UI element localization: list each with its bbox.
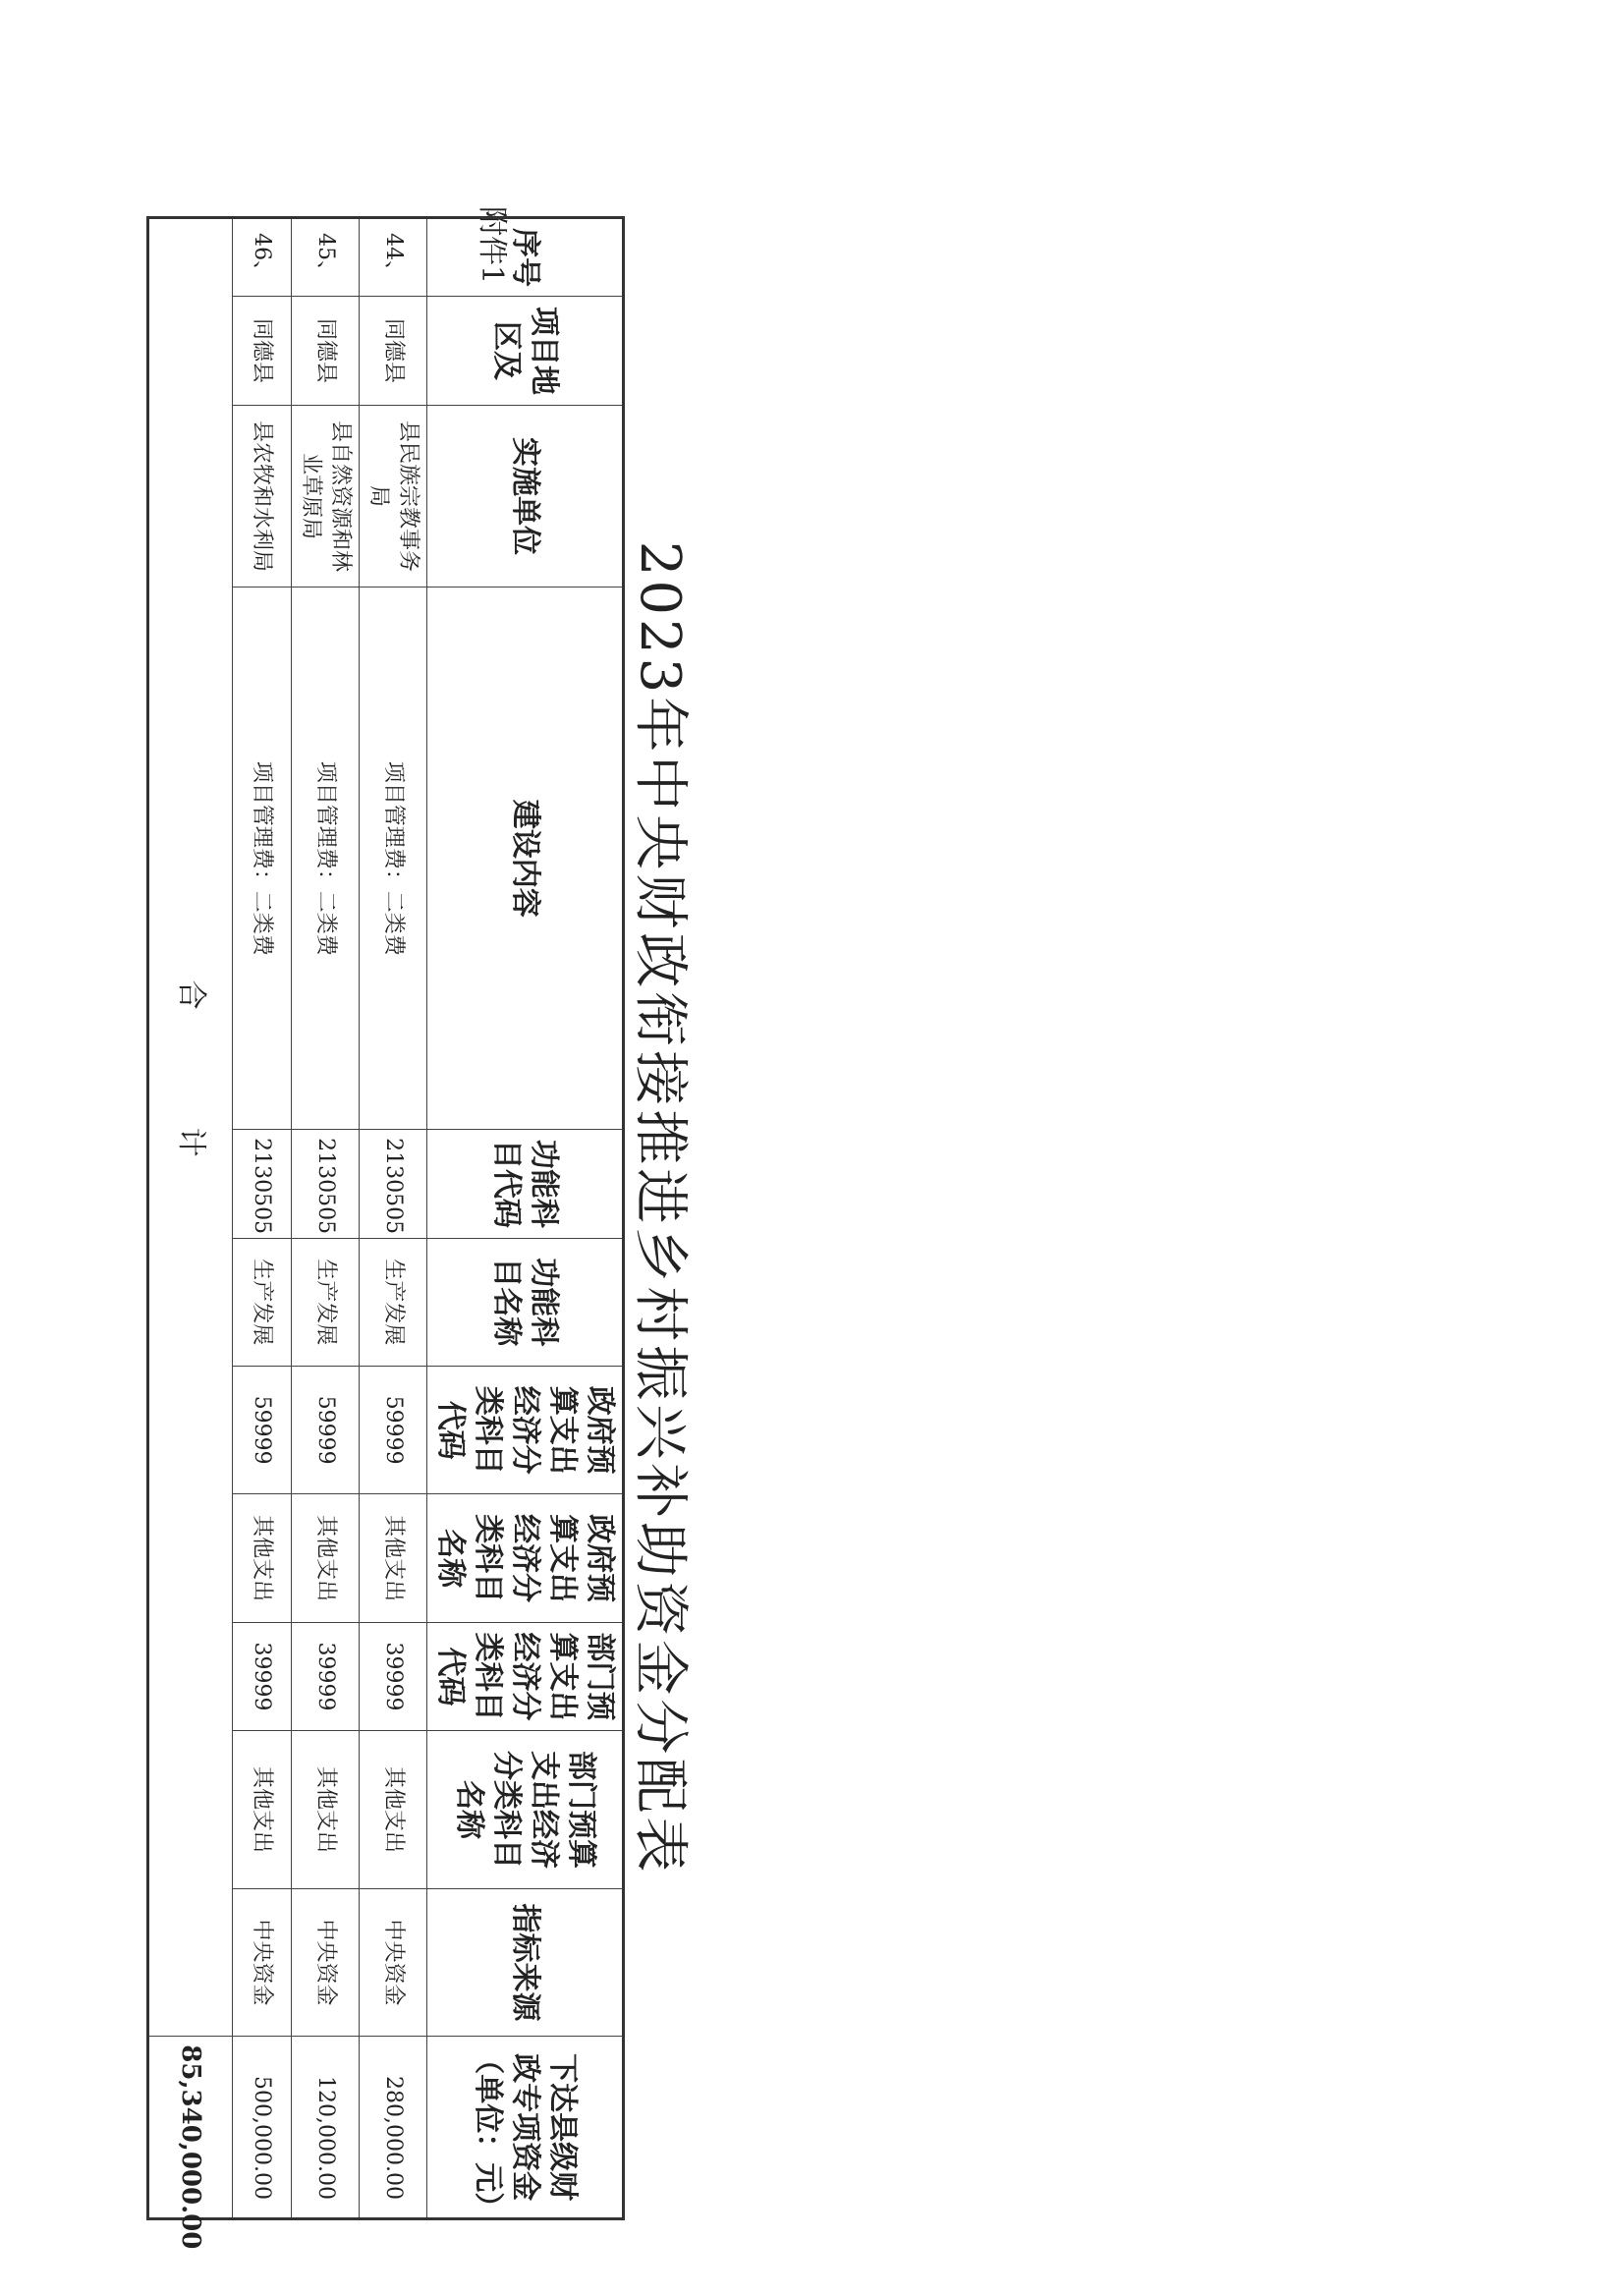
table-cell: 县农牧和水利局 [233,405,292,588]
table-header-row [427,218,624,2219]
attachment-label: 附件1 [475,206,509,285]
table-cell: 县自然资源和林业草原局 [292,405,360,588]
table-cell: 其他支出 [233,1494,292,1622]
header-cell: 功能科目名称 [427,1238,624,1366]
allocation-table [146,216,625,2250]
table-cell: 39999 [360,1622,427,1730]
table-cell: 生产发展 [233,1238,292,1366]
header-cell: 建设内容 [427,588,624,1130]
table-cell: 中央资金 [233,1888,292,2037]
table-cell: 中央资金 [360,1888,427,2037]
header-cell: 政府预算支出经济分类科目名称 [427,1494,624,1622]
table-cell: 中央资金 [292,1888,360,2037]
table-cell: 500,000.00 [233,2037,292,2219]
header-cell: 指标来源 [427,1888,624,2037]
table-cell: 45、 [292,218,360,297]
table-cell: 县民族宗教事务局 [360,405,427,588]
table-cell: 59999 [360,1366,427,1493]
table-cell: 2130505 [360,1130,427,1238]
rotated-sheet [16,147,1155,2269]
table-cell: 生产发展 [360,1238,427,1366]
header-cell: 部门预算支出经济分类科目名称 [427,1731,624,1889]
table-row [360,218,427,2219]
table-cell: 其他支出 [360,1494,427,1622]
total-row [148,218,233,2219]
table-cell: 其他支出 [360,1731,427,1889]
header-cell: 序号 [427,218,624,297]
table-cell: 同德县 [233,297,292,405]
header-cell: 实施单位 [427,405,624,588]
total-label: 合计 [148,218,233,2037]
table-cell: 59999 [233,1366,292,1493]
table-cell: 项目管理费：二类费 [360,588,427,1130]
table-row [292,218,360,2219]
table-cell: 2130505 [233,1130,292,1238]
table-cell: 生产发展 [292,1238,360,1366]
header-cell: 下达县级财政专项资金（单位：元） [427,2037,624,2219]
table-cell: 280,000.00 [360,2037,427,2219]
table-cell: 39999 [233,1622,292,1730]
header-cell: 部门预算支出经济分类科目代码 [427,1622,624,1730]
header-cell: 项目地区及 [427,297,624,405]
header-cell: 功能科目代码 [427,1130,624,1238]
page-title: 2023年中央财政衔接推进乡村振兴补助资金分配表 [628,540,692,1876]
table-cell: 同德县 [360,297,427,405]
table-cell: 120,000.00 [292,2037,360,2219]
table-cell: 2130505 [292,1130,360,1238]
total-amount: 85,340,000.00 [148,2037,233,2219]
table-cell: 同德县 [292,297,360,405]
table-cell: 项目管理费：二类费 [292,588,360,1130]
table-row [233,218,292,2219]
table-cell: 44、 [360,218,427,297]
table-cell: 59999 [292,1366,360,1493]
header-cell: 政府预算支出经济分类科目代码 [427,1366,624,1493]
table-cell: 其他支出 [292,1494,360,1622]
table-cell: 46、 [233,218,292,297]
table-cell: 项目管理费：二类费 [233,588,292,1130]
table-cell: 39999 [292,1622,360,1730]
table-cell: 其他支出 [292,1731,360,1889]
table-cell: 其他支出 [233,1731,292,1889]
